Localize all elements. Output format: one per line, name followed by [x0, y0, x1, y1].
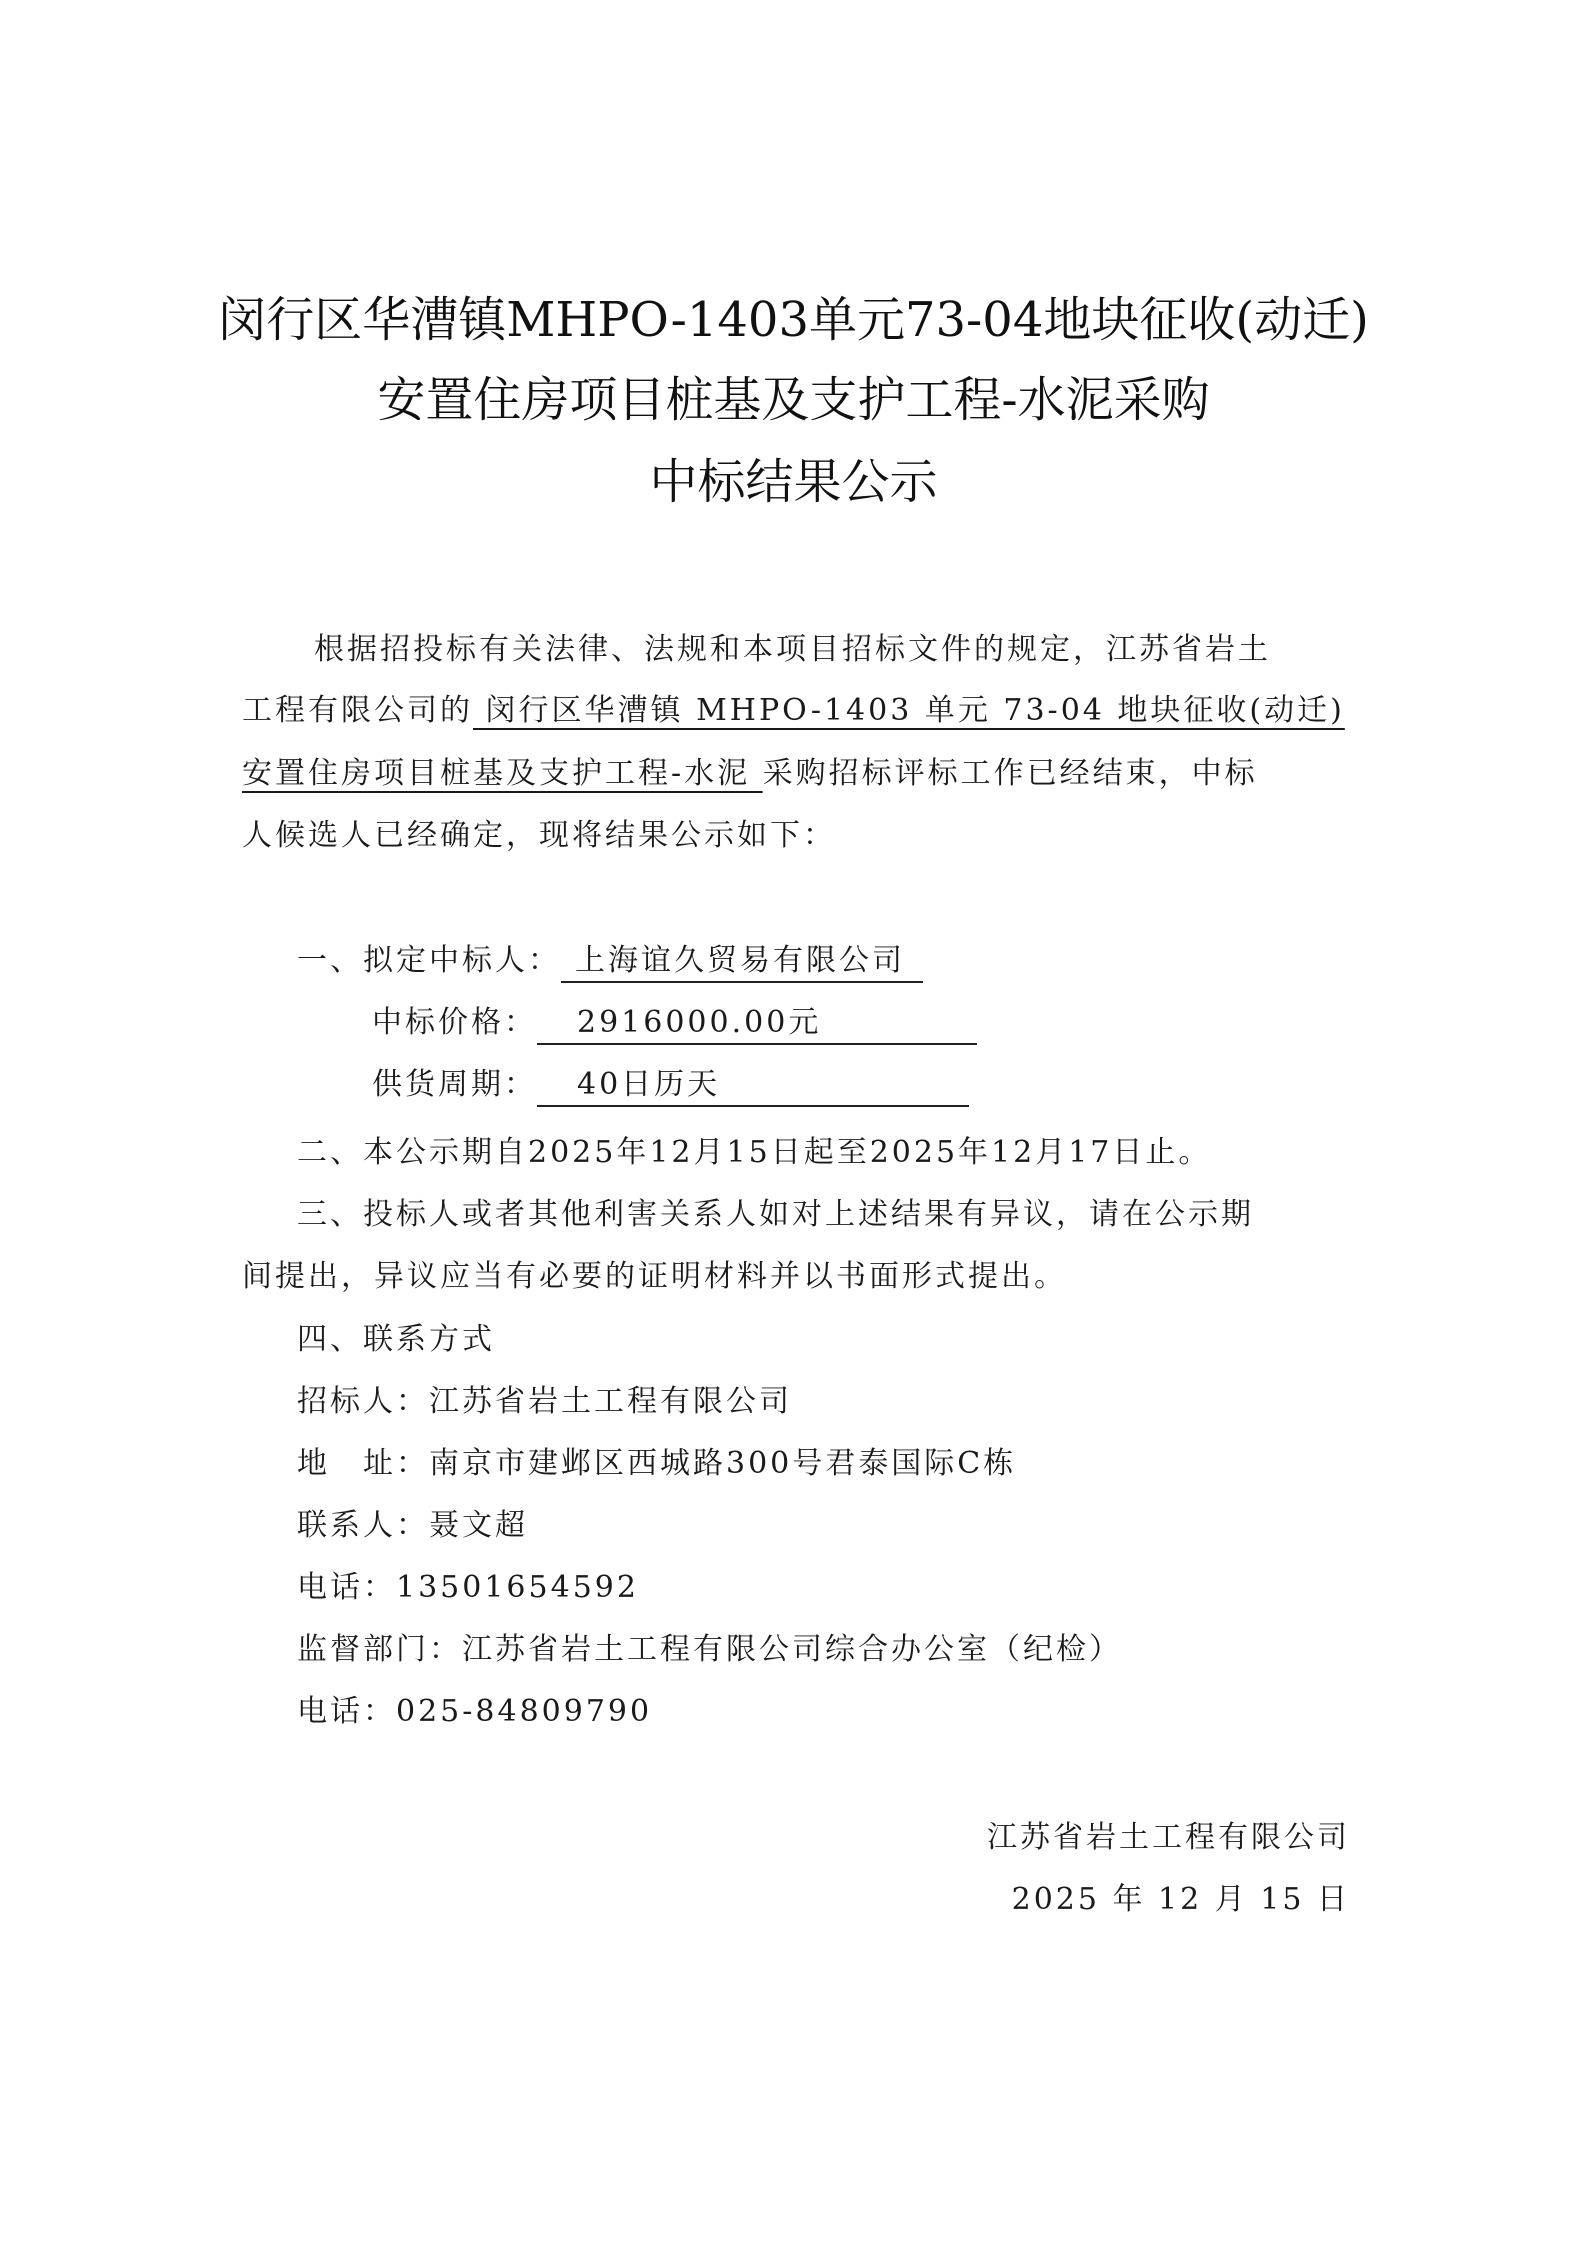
supervisor: 监督部门：江苏省岩土工程有限公司综合办公室（纪检）	[297, 1632, 1122, 1667]
title-line-1: 闵行区华漕镇MHPO-1403单元73-04地块征收(动迁)	[218, 292, 1369, 348]
price-row	[372, 997, 977, 1045]
intro-line-3	[242, 748, 1258, 792]
intro-line-1: 根据招投标有关法律、法规和本项目招标文件的规定，江苏省岩土	[314, 632, 1271, 667]
winner-value: 上海谊久贸易有限公司	[561, 943, 923, 983]
intro-line-2	[242, 685, 1345, 729]
title-line-3: 中标结果公示	[649, 454, 938, 510]
tenderer: 招标人：江苏省岩土工程有限公司	[297, 1384, 792, 1419]
section-2: 二、本公示期自2025年12月15日起至2025年12月17日止。	[297, 1135, 1212, 1170]
intro-line-4: 人候选人已经确定，现将结果公示如下：	[242, 818, 836, 853]
period-label: 供货周期：	[372, 1067, 537, 1102]
period-row	[372, 1059, 969, 1107]
period-value: 40日历天	[537, 1067, 969, 1107]
winner-label: 一、拟定中标人：	[297, 943, 561, 978]
section-3-line-2: 间提出，异议应当有必要的证明材料并以书面形式提出。	[242, 1259, 1067, 1294]
intro-prefix: 工程有限公司的	[242, 693, 473, 728]
winner-row	[297, 935, 923, 983]
section-4-heading: 四、联系方式	[297, 1322, 495, 1357]
supervisor-phone: 电话：025-84809790	[297, 1694, 653, 1729]
signature-company: 江苏省岩土工程有限公司	[987, 1820, 1350, 1855]
section-3-line-1: 三、投标人或者其他利害关系人如对上述结果有异议，请在公示期	[297, 1197, 1254, 1232]
phone: 电话：13501654592	[297, 1570, 639, 1605]
price-value: 2916000.00元	[537, 1005, 977, 1045]
address: 地 址：南京市建邺区西城路300号君泰国际C栋	[297, 1446, 1017, 1481]
project-name-part-2: 安置住房项目桩基及支护工程-水泥	[242, 756, 763, 791]
price-label: 中标价格：	[372, 1005, 537, 1040]
intro-suffix: 采购招标评标工作已经结束，中标	[762, 756, 1258, 791]
project-name-part-1: 闵行区华漕镇 MHPO-1403 单元 73-04 地块征收(动迁)	[473, 693, 1345, 728]
contact-person: 联系人：聂文超	[297, 1508, 528, 1543]
signature-date: 2025 年 12 月 15 日	[1011, 1882, 1350, 1917]
title-line-2: 安置住房项目桩基及支护工程-水泥采购	[377, 372, 1210, 428]
